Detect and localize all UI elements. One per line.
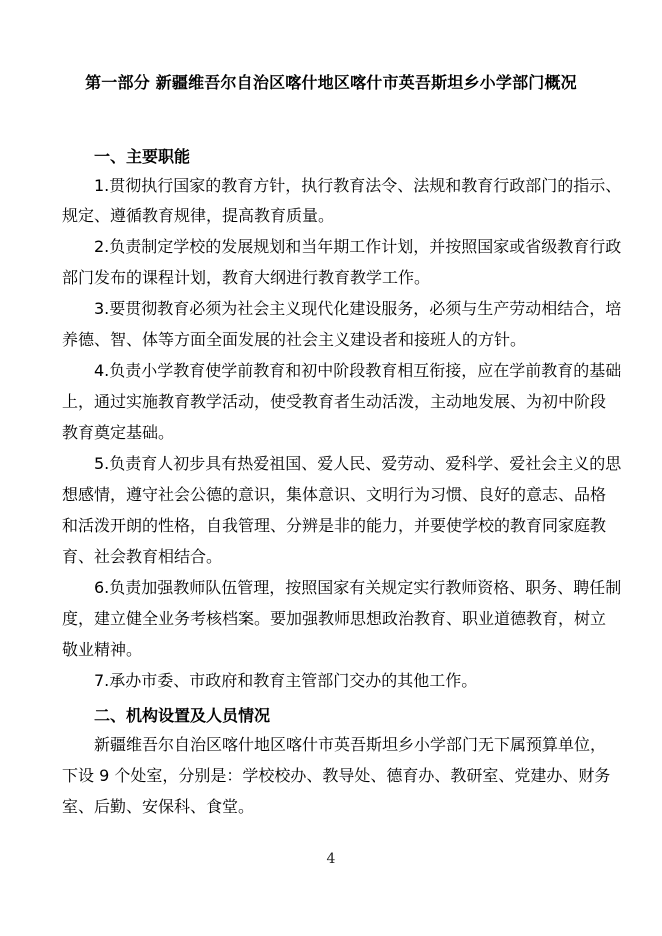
paragraph-line: 上，通过实施教育教学活动，使受教育者生动活泼，主动地发展、为初中阶段: [62, 392, 607, 411]
paragraph-line: 敬业精神。: [62, 640, 143, 659]
paragraph-line: 度，建立健全业务考核档案。要加强教师思想政治教育、职业道德教育，树立: [62, 609, 607, 628]
paragraph-line: 2.负责制定学校的发展规划和当年期工作计划，并按照国家或省级教育行政: [94, 237, 622, 256]
paragraph-line: 想感情，遵守社会公德的意识，集体意识、文明行为习惯、良好的意志、品格: [62, 485, 607, 504]
paragraph-line: 养德、智、体等方面全面发展的社会主义建设者和接班人的方针。: [62, 330, 527, 349]
page-title: 第一部分 新疆维吾尔自治区喀什地区喀什市英吾斯坦乡小学部门概况: [85, 73, 577, 92]
paragraph-line: 育、社会教育相结合。: [62, 547, 223, 566]
paragraph-line: 7.承办市委、市政府和教育主管部门交办的其他工作。: [94, 671, 478, 690]
paragraph-line: 3.要贯彻教育必须为社会主义现代化建设服务，必须与生产劳动相结合，培: [94, 299, 622, 318]
paragraph-line: 1.贯彻执行国家的教育方针，执行教育法令、法规和教育行政部门的指示、: [94, 176, 622, 195]
paragraph-line: 室、后勤、安保科、食堂。: [62, 797, 255, 816]
paragraph-line: 4.负责小学教育使学前教育和初中阶段教育相互衔接，应在学前教育的基础: [94, 361, 622, 380]
paragraph-line: 6.负责加强教师队伍管理，按照国家有关规定实行教师资格、职务、聘任制: [94, 578, 622, 597]
paragraph-line: 教育奠定基础。: [62, 423, 175, 442]
paragraph-line: 部门发布的课程计划，教育大纲进行教育教学工作。: [62, 268, 431, 287]
section-heading-main-functions: 一、主要职能: [94, 147, 191, 166]
paragraph-line: 下设 9 个处室，分别是：学校校办、教导处、德育办、教研室、党建办、财务: [62, 766, 611, 785]
page-number: 4: [326, 851, 336, 867]
paragraph-line: 规定、遵循教育规律，提高教育质量。: [62, 206, 335, 225]
paragraph-line: 5.负责育人初步具有热爱祖国、爱人民、爱劳动、爱科学、爱社会主义的思: [94, 454, 622, 473]
paragraph-line: 和活泼开朗的性格，自我管理、分辨是非的能力，并要使学校的教育同家庭教: [62, 516, 607, 535]
paragraph-line: 新疆维吾尔自治区喀什地区喀什市英吾斯坦乡小学部门无下属预算单位，: [94, 735, 607, 754]
section-heading-organization: 二、机构设置及人员情况: [94, 706, 271, 725]
